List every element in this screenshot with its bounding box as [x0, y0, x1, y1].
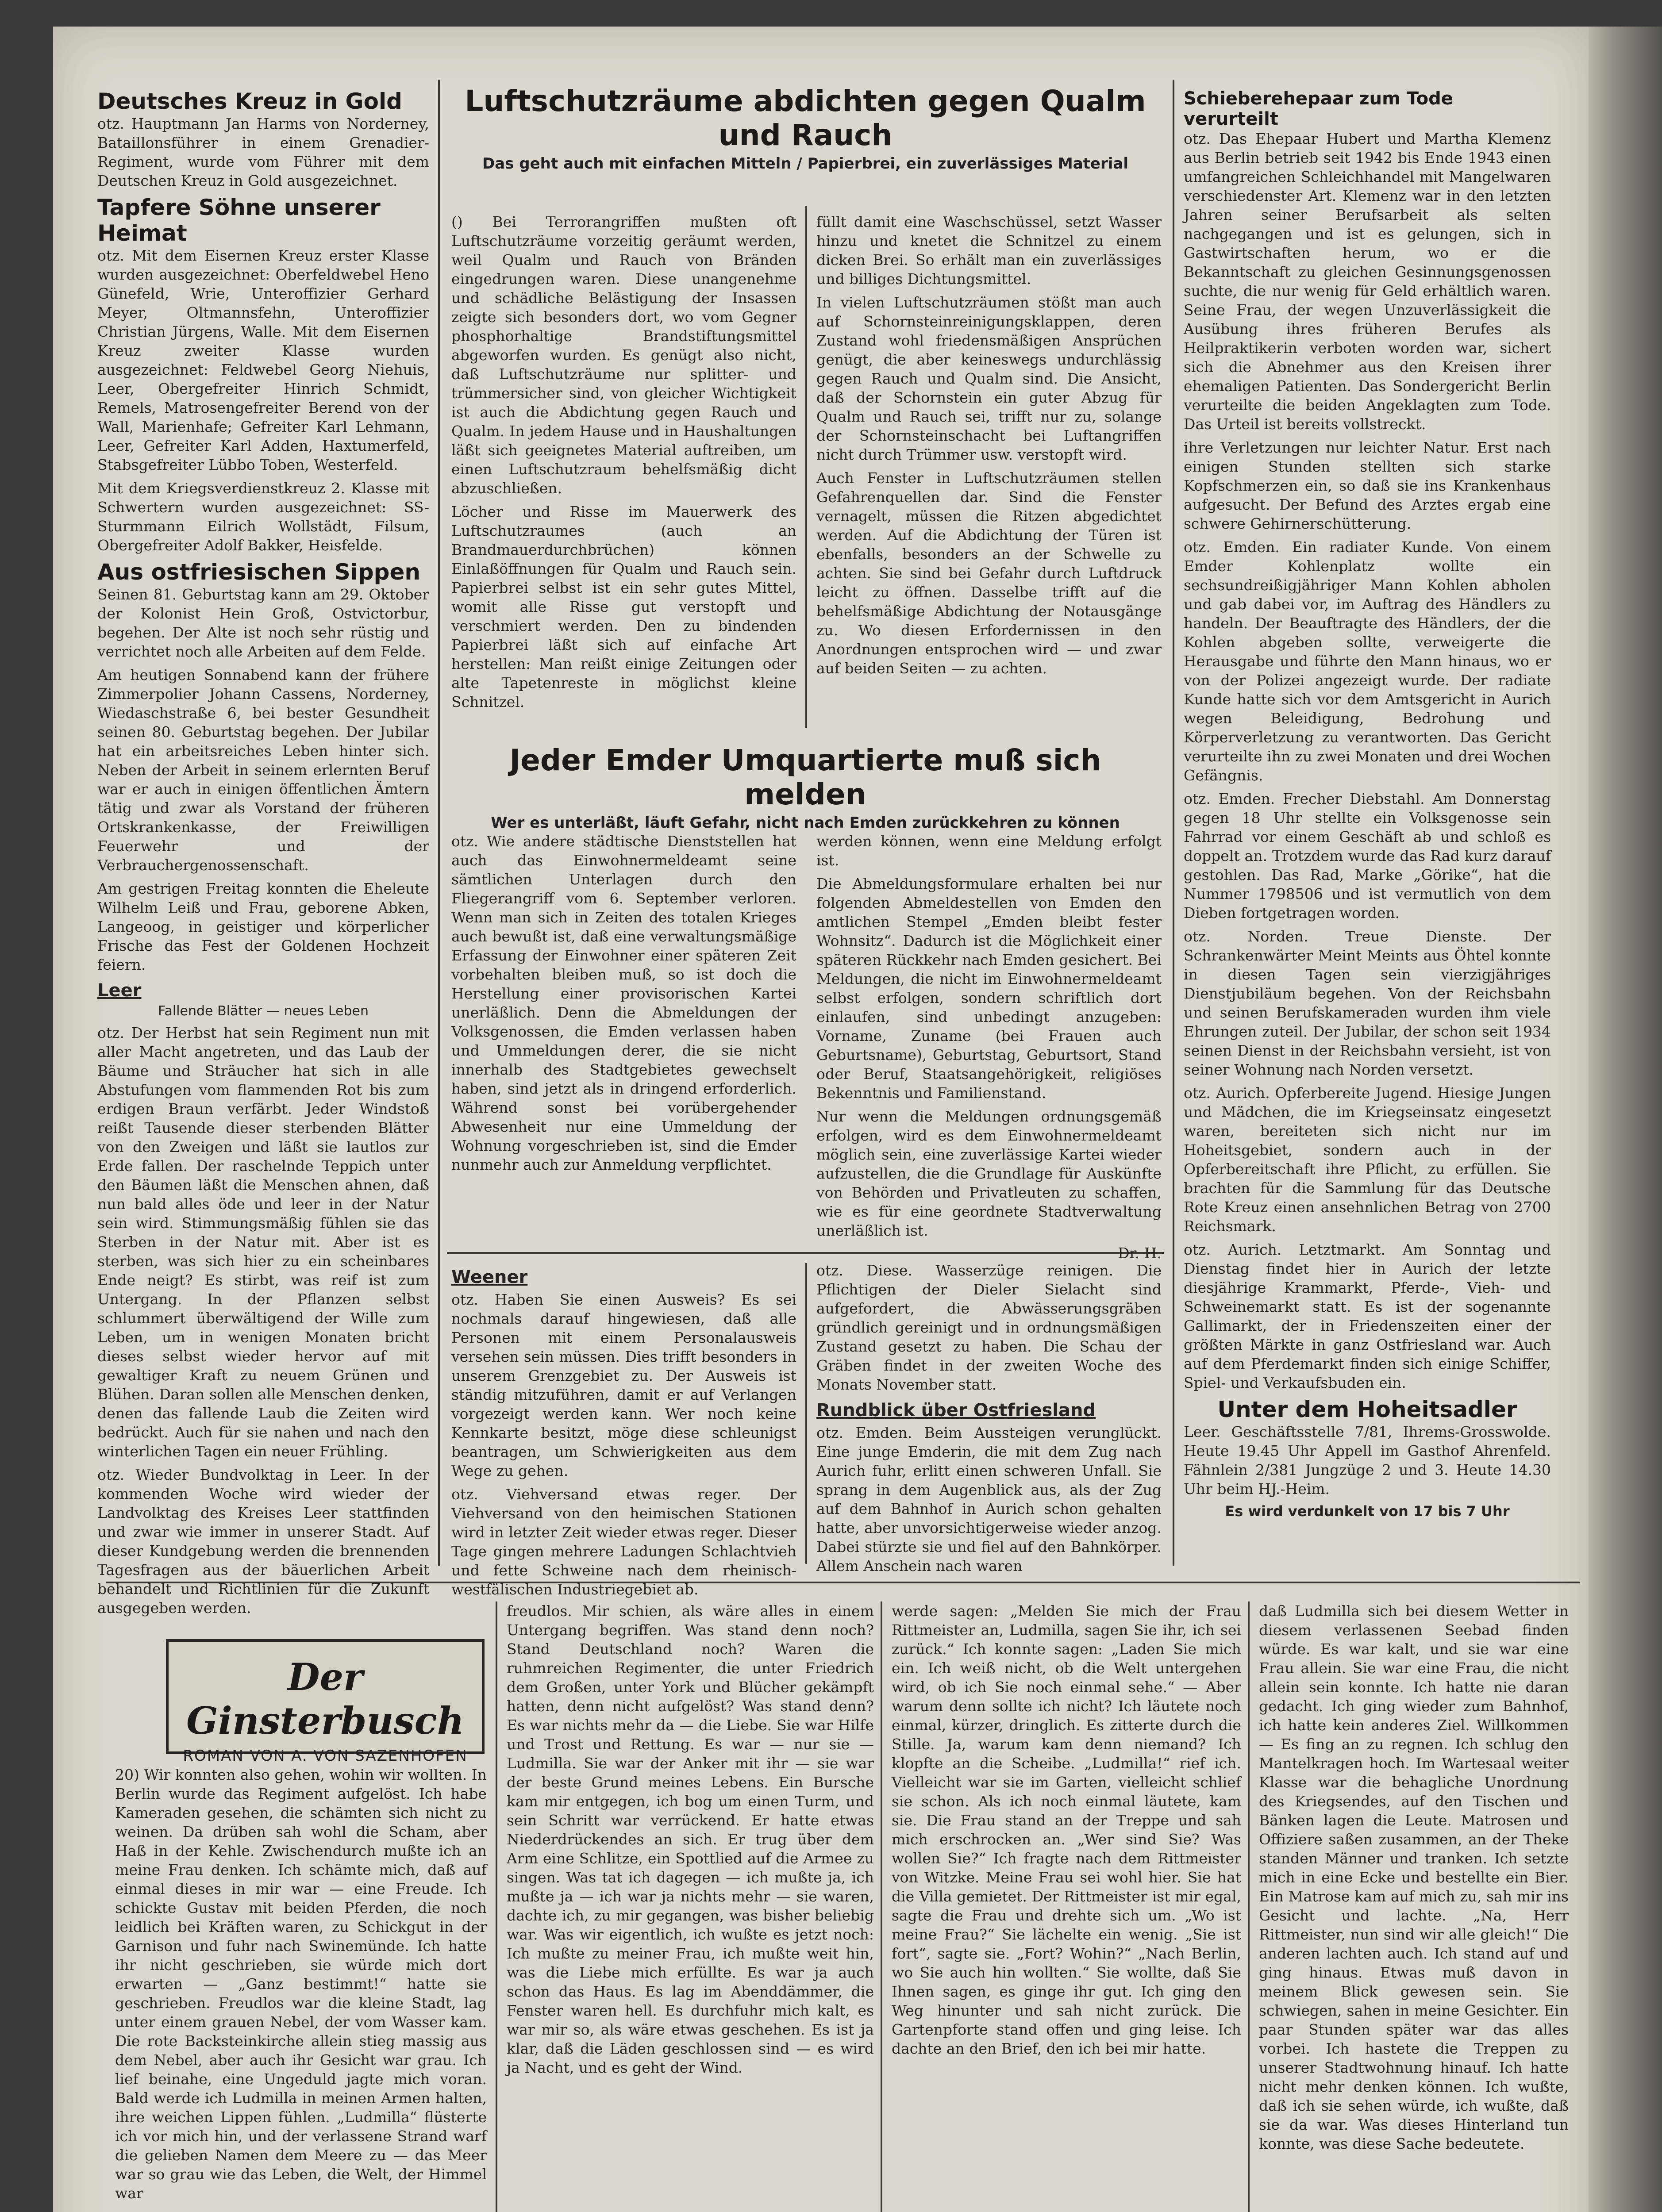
article-aussteigen: otz. Emden. Beim Aussteigen verunglückt. Eine junge Emderin, die mit dem Zug nach Aurich fuhr, erlitt einen schweren Unfall. Sie sprang in dem Augenblick aus, als der Zug auf dem Bahnhof in Aurich schon gehalten hatte, aber unvorsichtigerweise wieder anzog. Dabei stürzte sie und fiel auf den Bahnkörper. Allem Anschein nach waren: [816, 1424, 1162, 1575]
article-luftschutz-p2: Löcher und Risse im Mauerwerk des Luftschutzraumes (auch an Brandmauerdurchbrüchen) können Einlaßöffnungen für Qualm und Rauch sein. Papierbrei selbst ist ein sehr gutes Mittel, womit alle Risse gut verstopft und verschmiert werden. Den zu bindenden Papierbrei läßt sich auf einfache Art herstellen: Man reißt einige Zeitungen oder alte Tapetenreste in möglichst kleine Schnitzel.: [451, 503, 796, 710]
serial-text-3: werde sagen: „Melden Sie mich der Frau Rittmeister an, Ludmilla, sagen Sie ihr, ich sei zurück.“ Ich konnte sagen: „Laden Sie mich ein. Ich weiß nicht, ob die Welt untergehen wird, ob ich Sie noch einmal sehe.“ — Aber warum denn sollte ich nicht? Ich läutete noch einmal, kürzer, dringlich. Es zitterte durch die Stille. Ja, warum kam denn niemand? Ich klopfte an die Scheibe. „Ludmilla!“ rief ich. Vielleicht war sie im Garten, vielleicht schlief sie schon. Als ich noch einmal läutete, kam sie. Die Frau stand an der Treppe und sah mich erschrocken an. „Wer sind Sie? Was wollen Sie?“ Ich fragte nach dem Rittmeister von Witzke. Meine Frau sei wohl hier. Sie hat die Villa gemietet. Der Rittmeister ist mir egal, sagte die Frau und drehte sich um. „Wo ist meine Frau?“ Sie lächelte ein wenig. „Sie ist fort“, sagte sie. „Fort? Wohin?“ „Nach Berlin, wo Sie auch hin wollten.“ Sie wollte, daß Sie Ihnen sagen, es ginge ihr gut. Ich ging den Weg hinunter und sah nicht zurück. Die Gartenpforte stand offen und ging leise. Ich dachte an den Brief, den ich bei mir hatte.: [892, 1602, 1241, 2057]
place-heading-weener: Weener: [451, 1267, 528, 1287]
serial-col-4: [1259, 1601, 1569, 2212]
emder-header: [451, 743, 1159, 832]
article-schieberehepaar: otz. Das Ehepaar Hubert und Martha Klemenz aus Berlin betrieb seit 1942 bis Ende 1943 einen umfangreichen Schleichhandel mit Mangelwaren verschiedenster Art. Klemenz war in den letzten Jahren seiner Berufsarbeit als selten nachgegangen und ist es gelungen, sich in Gastwirtschaften herum, wo er die Bekanntschaft zu gleichen Gesinnungsgenossen suchte, die nur wenig für Geld erhältlich waren. Seine Frau, der wegen Unzuverlässigkeit die Ausübung ihres früheren Berufes als Heilpraktikerin verboten worden war, sichert sich die Abnehmer aus den Kreisen ihrer ehemaligen Patienten. Das Sondergericht Berlin verurteilte die beiden Angeklagten zum Tode. Das Urteil ist bereits vollstreckt.: [1184, 130, 1551, 433]
article-kriegsverdienstkreuz: Mit dem Kriegsverdienstkreuz 2. Klasse mit Schwertern wurden ausgezeichnet: SS-Sturmmann Eilrich Wollstädt, Filsum, Obergefreiter Adolf Bakker, Heisfelde.: [97, 480, 429, 554]
right-column: [1184, 88, 1551, 1575]
article-geburtstag-81: Seinen 81. Geburtstag kann am 29. Oktober der Kolonist Hein Groß, Ostvictorbur, begehen. Der Alte ist noch sehr rüstig und verrichtet noch alle Arbeiten auf dem Felde.: [97, 586, 429, 660]
serial-rule-1: [496, 1601, 497, 2212]
page-edge-shadow: [1589, 27, 1662, 2212]
column-rule-right: [1173, 80, 1174, 1566]
article-luftschutz-p1: () Bei Terrorangriffen mußten oft Luftschutzräume vorzeitig geräumt werden, weil Qualm und Rauch von Bränden eingedrungen waren. Diese unangenehme und schädliche Belästigung der Insassen zeigte sich besonders dort, wo vom Gegner phosphorhaltige Brandstiftungsmittel abgeworfen wurden. Es genügt also nicht, daß Luftschutzräume nur splitter- und trümmersicher sind, von gleicher Wichtigkeit ist auch die Abdichtung gegen Rauch und Qualm. In jedem Hause und in Haushaltungen läßt sich geeignetes Material auftreiben, um einen Luftschutzraum behelfsmäßig dicht abzuschließen.: [451, 213, 796, 497]
emder-col-b: [816, 832, 1162, 1262]
serial-col-1: [115, 1765, 487, 2212]
headline-rundblick: Rundblick über Ostfriesland: [816, 1400, 1096, 1421]
article-emder-p4: Nur wenn die Meldungen ordnungsgemäß erfolgen, wird es dem Einwohnermeldeamt möglich sein, eine zuverlässige Kartei wieder aufzustellen, die die Grundlage für Auskünfte von Behörden und Privatleuten zu schaffen, wie es für eine geordnete Stadtverwaltung unerläßlich ist.: [816, 1108, 1162, 1239]
place-heading-leer: Leer: [97, 980, 142, 1001]
article-diebstahl: otz. Emden. Frecher Diebstahl. Am Donnerstag gegen 18 Uhr stellte ein Volksgenosse sein Fahrrad vor einem Geschäft ab und schloß es doppelt an. Trotzdem wurde das Rad kurz darauf gestohlen. Das Rad, Marke „Görike“, hat die Nummer 1798506 und ist vermutlich von dem Dieben fortgetragen worden.: [1184, 790, 1551, 922]
rundblick-column: [816, 1261, 1162, 1575]
article-ausweis: otz. Haben Sie einen Ausweis? Es sei nochmals darauf hingewiesen, daß alle Personen mit einem Personalausweis versehen sein müssen. Dies trifft besonders in unserem Grenzgebiet zu. Der Ausweis ist ständig mitzuführen, damit er auf Verlangen vorgezeigt werden kann. Wer noch keine Kennkarte besitzt, möge diese schleunigst beantragen, um Schwierigkeiten aus dem Wege zu gehen.: [451, 1291, 796, 1479]
luftschutz-col-a: [451, 212, 796, 730]
article-luftschutz-p4: In vielen Luftschutzräumen stößt man auch auf Schornsteinreinigungsklappen, deren Zustand wohl friedensmäßigen Ansprüchen genügt, die aber keineswegs undurchlässig gegen Rauch und Qualm sind. Die Ansicht, daß der Schornstein ein guter Abzug für Qualm und Rauch sei, trifft nur zu, solange der Schornsteinschacht bei Luftangriffen nicht durch Trümmer usw. verstopft wird.: [816, 294, 1162, 463]
blackout-notice: Es wird verdunkelt von 17 bis 7 Uhr: [1225, 1503, 1510, 1520]
article-fallende-blaetter: otz. Der Herbst hat sein Regiment nun mit aller Macht angetreten, und das Laub der Bäume und Sträucher hat sich in alle Abstufungen vom flammenden Rot bis zum erdigen Braun verfärbt. Jeder Windstoß reißt Tausende dieser sterbenden Blätter von den Zweigen und läßt sie lautlos zur Erde fallen. Der raschelnde Teppich unter den Bäumen läßt die Menschen ahnen, daß nun bald alles öde und leer in der Natur sein wird. Stimmungsmäßig fühlen sie das Sterben in der Natur mit. Aber ist es sterben, was sich hier zu ein scheinbares Ende neigt? Es stirbt, was reif ist zum Untergang. In der Pflanzen selbst schlummert überwältigend der Wille zum Leben, um in wenigen Monaten bricht dieses selbst wieder hervor auf mit gewaltiger Kraft zu neuem Grünen und Blühen. Daran sollen alle Menschen denken, denen das fallende Laub die Zeiten wird bedrückt. Auch für sie nahen und nach den winterlichen Tagen ein neuer Frühling.: [97, 1024, 429, 1460]
serial-title: Der Ginsterbusch: [186, 1655, 464, 1743]
article-luftschutz-p5: Auch Fenster in Luftschutzräumen stellen Gefahrenquellen dar. Sind die Fenster vernagelt, müssen die Ritzen abgedichtet werden. Auf die Abdichtung der Türen ist ebenfalls, besonders an der Schwelle zu achten. Sie sind bei Gefahr durch Luftdruck leicht zu öffnen. Dasselbe trifft auf die behelfsmäßige Abdichtung der Notausgänge zu. Wo diesen Erfordernissen in den Anordnungen entsprochen wird — und zwar auf beiden Seiten — zu achten.: [816, 469, 1162, 677]
article-emder-p2: werden können, wenn eine Meldung erfolgt ist.: [816, 833, 1162, 869]
article-hoheitsadler: Leer. Geschäftsstelle 7/81, Ihrems-Grosswolde. Heute 19.45 Uhr Appell im Gasthof Ahrenfeld. Fähnlein 2/381 Jungzüge 2 und 3. Heute 14.30 Uhr beim HJ.-Heim.: [1184, 1423, 1551, 1498]
headline-emder-umquartierte: Jeder Emder Umquartierte muß sich melden: [509, 743, 1101, 811]
headline-hoheitsadler: Unter dem Hoheitsadler: [1217, 1397, 1517, 1422]
rubric-fallende-blaetter: Fallende Blätter — neues Leben: [158, 1003, 369, 1019]
article-emder-p1: otz. Wie andere städtische Dienststellen hat auch das Einwohnermeldeamt seine sämtlichen Unterlagen durch den Fliegerangriff vom 6. September verloren. Wenn man sich in Zeiten des totalen Krieges auch bewußt ist, daß eine verwaltungsmäßige Erfassung der Einwohner einer späteren Zeit vorbehalten bleiben muß, so ist doch die Herstellung einer provisorischen Kartei unerläßlich. Denn die Abmeldungen der Volksgenossen, die Emden verlassen haben und Ummeldungen derer, die sie nicht innerhalb des Stadtgebietes gewechselt haben, sind jetzt als in dringend erforderlich. Während sonst bei vorübergehender Abwesenheit nur eine Ummeldung der Wohnung vorgeschrieben ist, sind die Emder nunmehr auch zur Anmeldung verpflichtet.: [451, 833, 796, 1173]
article-treue-dienste: otz. Norden. Treue Dienste. Der Schrankenwärter Meint Meints aus Öhtel konnte in diesen Tagen sein vierzigjähriges Dienstjubiläum begehen. Von der Reichsbahn und seinen Berufskameraden wurden ihm viele Ehrungen zuteil. Der Jubilar, der schon seit 1934 seinen Dienst in der Reichsbahn versieht, ist von seiner Wohnung nach Norden versetzt.: [1184, 928, 1551, 1078]
headline-luftschutzraeume: Luftschutzräume abdichten gegen Qualm und Rauch: [465, 84, 1146, 152]
headline-tapfere-soehne: Tapfere Söhne unserer Heimat: [97, 195, 381, 246]
emder-col-a: [451, 832, 796, 1248]
luftschutz-header: [451, 84, 1159, 208]
article-opferbereite-jugend: otz. Aurich. Opferbereite Jugend. Hiesige Jungen und Mädchen, die im Kriegseinsatz eingesetzt waren, bereiteten sich nicht nur im Hoheitsgebiet, sondern auch in der Opferbereitschaft ihre Pflicht, zu erfüllen. Sie brachten für die Sammlung für das Deutsche Rote Kreuz einen ansehnlichen Betrag von 2700 Reichsmark.: [1184, 1084, 1551, 1235]
column-rule-center-split: [805, 206, 807, 728]
headline-deutsches-kreuz: Deutsches Kreuz in Gold: [97, 88, 402, 114]
headline-schieberehepaar: Schieberehepaar zum Tode verurteilt: [1184, 88, 1453, 129]
article-wasserzuege: otz. Diese. Wasserzüge reinigen. Die Pflichtigen der Dieler Sielacht sind aufgefordert, die Abwässerungsgräben gründlich gereinigt und in ordnungsmäßigen Zustand gesetzt zu haben. Die Schau der Gräben findet in der zweiten Woche des Monats November statt.: [816, 1262, 1162, 1393]
serial-subtitle: ROMAN VON A. VON SAZENHOFEN: [183, 1747, 468, 1765]
serial-text-4: daß Ludmilla sich bei diesem Wetter in diesem verlassenen Seebad finden würde. Es war kalt, und sie war eine Frau allein. Sie war eine Frau, die nicht allein sein konnte. Ich hatte nie daran gedacht. Ich ging wieder zum Bahnhof, ich hatte kein anderes Ziel. Willkommen — Es fing an zu regnen. Ich schlug den Mantelkragen hoch. Im Wartesaal weiter Klasse war die behagliche Unordnung des Kriegsendes, auf den Tischen und Bänken lagen die Leute. Matrosen und Offiziere saßen zusammen, an der Theke standen Männer und tranken. Ich setzte mich in eine Ecke und bestellte ein Bier. Ein Matrose kam auf mich zu, sah mir ins Gesicht und lachte. „Na, Herr Rittmeister, nun sind wir alle gleich!“ Die anderen lachten auch. Ich stand auf und ging hinaus. Etwas muß davon in meinem Blick gewesen sein. Sie schwiegen, sahen in meine Gesichter. Ein paar Stunden später war das alles vorbei. Ich hastete die Treppen zu unserer Stadtwohnung hinauf. Ich hatte nicht mehr denken können. Ich wußte, daß ich sie sehen würde, ich wußte, daß sie da war. Was dieses Hinterland tun konnte, was diese Sache bedeutete.: [1259, 1602, 1569, 2152]
signature-dr-h: Dr. H.: [1118, 1244, 1162, 1262]
column-rule-left: [438, 80, 440, 1566]
weener-column: [451, 1261, 796, 1598]
article-emder-p3: Die Abmeldungsformulare erhalten bei nur folgenden Abmeldestellen von Emden den amtlichen Stempel „Emden bleibt fester Wohnsitz“. Dadurch ist die Möglichkeit einer späteren Rückkehr nach Emden gesichert. Bei Meldungen, die nicht im Einwohnermeldeamt selbst erfolgen, sondern schriftlich dort einlaufen, sind unbedingt anzugeben: Vorname, Zuname (bei Frauen auch Geburtsname), Geburtstag, Geburtsort, Stand oder Beruf, Staatsangehörigkeit, religiöses Bekenntnis und Familienstand.: [816, 875, 1162, 1102]
article-goldene-hochzeit: Am gestrigen Freitag konnten die Eheleute Wilhelm Leiß und Frau, geborene Abken, Langeoog, in geistiger und körperlicher Frische das Fest der Goldenen Hochzeit feiern.: [97, 880, 429, 973]
newspaper-page: [53, 27, 1589, 2212]
serial-rule-3: [1248, 1601, 1250, 2212]
luftschutz-col-b: [816, 212, 1162, 730]
serial-title-box: [166, 1639, 485, 1765]
serial-col-2: [507, 1601, 874, 2212]
article-viehversand: otz. Viehversand etwas reger. Der Viehversand von den heimischen Stationen wird in letzter Zeit wieder etwas reger. Dieser Tage gingen mehrere Ladungen Schlachtvieh und fette Schweine nach dem rheinisch-westfälischen Industriegebiet ab.: [451, 1486, 796, 1598]
article-landvolktag: otz. Wieder Bundvolktag in Leer. In der kommenden Woche wird wieder der Landvolktag des Kreises Leer stattfinden und zwar wie immer in unserer Stadt. Auf dieser Kundgebung werden die brennenden Tagesfragen aus der bäuerlichen Arbeit behandelt und Richtlinien für die Zukunft ausgegeben werden.: [97, 1466, 429, 1617]
article-letztmarkt: otz. Aurich. Letztmarkt. Am Sonntag und Dienstag findet hier in Aurich der letzte diesjährige Krammarkt, Pferde-, Vieh- und Schweinemarkt statt. Es ist der sogenannte Gallimarkt, der in Friedenszeiten einer der größten Märkte in ganz Ostfriesland war. Auch auf dem Pferdemarkt finden sich einige Schiffer, Spiel- und Verkaufsbuden ein.: [1184, 1241, 1551, 1391]
headline-ostfriesische-sippen: Aus ostfriesischen Sippen: [97, 559, 420, 585]
serial-text-1: 20) Wir konnten also gehen, wohin wir wollten. In Berlin wurde das Regiment aufgelöst. Ich habe Kameraden gesehen, die schämten sich nicht zu weinen. Da drüben sah wohl die Scham, aber Haß in der Kehle. Zwischendurch mußte ich an meine Frau denken. Ich schämte mich, daß auf einmal dieses in mir war — eine Freude. Ich schickte Gustav mit beiden Pferden, die noch leidlich bei Kräften waren, zu Schickgut in der Garnison und fuhr nach Swinemünde. Ich hatte ihr nicht geschrieben, sie würde mich dort erwarten — „Ganz bestimmt!“ hatte sie geschrieben. Freudlos war die kleine Stadt, lag unter einem grauen Nebel, der vom Wasser kam. Die rote Backsteinkirche allein stieg massig aus dem Nebel, aber auch ihr Gesicht war grau. Ich lief beinahe, eine Ungeduld jagte mich voran. Bald werde ich Ludmilla in meinen Armen halten, ihre weichen Lippen fühlen. „Ludmilla“ flüsterte ich vor mich hin, und der verlassene Strand warf die gelieben Namen dem Meere zu — das Meer war so grau wie das Leben, die Welt, der Himmel war: [115, 1766, 487, 2202]
article-radiater-kunde: otz. Emden. Ein radiater Kunde. Von einem Emder Kohlenplatz wollte ein sechsundreißigjähriger Mann Kohlen abholen und gab dabei vor, im Auftrag des Händlers zu handeln. Der Beauftragte des Händlers, der die Kohlen abgeben sollte, verweigerte die Herausgabe und führte den Mann hinaus, wo er von der Polizei angezeigt wurde. Der radiate Kunde hatte sich vor dem Amtsgericht in Aurich wegen Beleidigung, Bedrohung und Körperverletzung zu verantworten. Das Gericht verurteilte ihn zu zwei Monaten und drei Wochen Gefängnis.: [1184, 538, 1551, 784]
article-verletzungen: ihre Verletzungen nur leichter Natur. Erst nach einigen Stunden stellten sich starke Kopfschmerzen ein, so daß sie ins Krankenhaus aufgesucht. Der Befund des Arztes ergab eine schwere Gehirnerschütterung.: [1184, 439, 1551, 532]
left-column: [97, 88, 429, 1617]
column-rule-center-split-lower: [805, 1263, 807, 1564]
article-tapfere-soehne: otz. Mit dem Eisernen Kreuz erster Klasse wurden ausgezeichnet: Oberfeldwebel Heno Günefeld, Wrie, Unteroffizier Gerhard Meyer, Oltmannsfehn, Unteroffizier Christian Jürgens, Walle. Mit dem Eisernen Kreuz zweiter Klasse wurden ausgezeichnet: Feldwebel Georg Niehuis, Leer, Obergefreiter Hinrich Schmidt, Remels, Matrosengefreiter Berend von der Wall, Marienhafe; Gefreiter Karl Lehmann, Leer, Gefreiter Karl Adden, Haxtumerfeld, Stabsgefreiter Lübbo Toben, Westerfeld.: [97, 247, 429, 473]
article-luftschutz-p3: füllt damit eine Waschschüssel, setzt Wasser hinzu und knetet die Schnitzel zu einem dicken Brei. So erhält man ein zuverlässiges und billiges Dichtungsmittel.: [816, 213, 1162, 288]
article-deutsches-kreuz: otz. Hauptmann Jan Harms von Norderney, Bataillonsführer in einem Grenadier-Regiment, wurde vom Führer mit dem Deutschen Kreuz in Gold ausgezeichnet.: [97, 115, 429, 189]
serial-text-2: freudlos. Mir schien, als wäre alles in einem Untergang begriffen. Was stand denn noch? Stand Deutschland noch? Waren die ruhmreichen Regimenter, die unter Friedrich dem Großen, unter York und Blücher gekämpft hatten, denn nicht aufgelöst? Was stand denn? Es war nichts mehr da — die Liebe. Sie war Hilfe und Trost und Rettung. Es war — nur sie — Ludmilla. Sie war der Anker mit ihr — sie war der beste Grund meines Lebens. Ein Bursche kam mir entgegen, ich bog um einen Turm, und sein Schritt war verrückend. Er hatte etwas Niederdrückendes an sich. Er trug über dem Arm eine Schlitze, ein Spottlied auf die Armee zu singen. Was tat ich dagegen — ich mußte ja, ich mußte ja — ich war ja nichts mehr — sie waren, dachte ich, zu mir gegangen, was bisher beliebig war. Was wir eigentlich, ich wußte es jetzt noch: Ich mußte zu meiner Frau, ich mußte weit hin, was die Liebe mich erfüllte. Es war ja auch schon das Haus. Es lag im Abenddämmer, die Fenster waren hell. Es durchfuhr mich kalt, es war mir so, als wäre etwas geschehen. Es ist ja klar, daß die Läden geschlossen sind — es wird ja Nacht, und es geht der Wind.: [507, 1602, 874, 2076]
serial-rule-2: [881, 1601, 882, 2212]
subheadline-luftschutzraeume: Das geht auch mit einfachen Mitteln / Papierbrei, ein zuverlässiges Material: [482, 155, 1128, 173]
subheadline-emder-umquartierte: Wer es unterläßt, läuft Gefahr, nicht nach Emden zurückkehren zu können: [491, 814, 1120, 832]
article-geburtstag-80: Am heutigen Sonnabend kann der frühere Zimmerpolier Johann Cassens, Norderney, Wiedaschstraße 6, bei bester Gesundheit seinen 80. Geburtstag begehen. Der Jubilar hat ein arbeitsreiches Leben hinter sich. Neben der Arbeit in seinem erlernten Beruf war er auch in einigen öffentlichen Ämtern tätig und zwar als Vorstand der früheren Ortskrankenkasse, der Freiwilligen Feuerwehr und der Verbrauchergenossenschaft.: [97, 666, 429, 874]
serial-col-3: [892, 1601, 1241, 2212]
